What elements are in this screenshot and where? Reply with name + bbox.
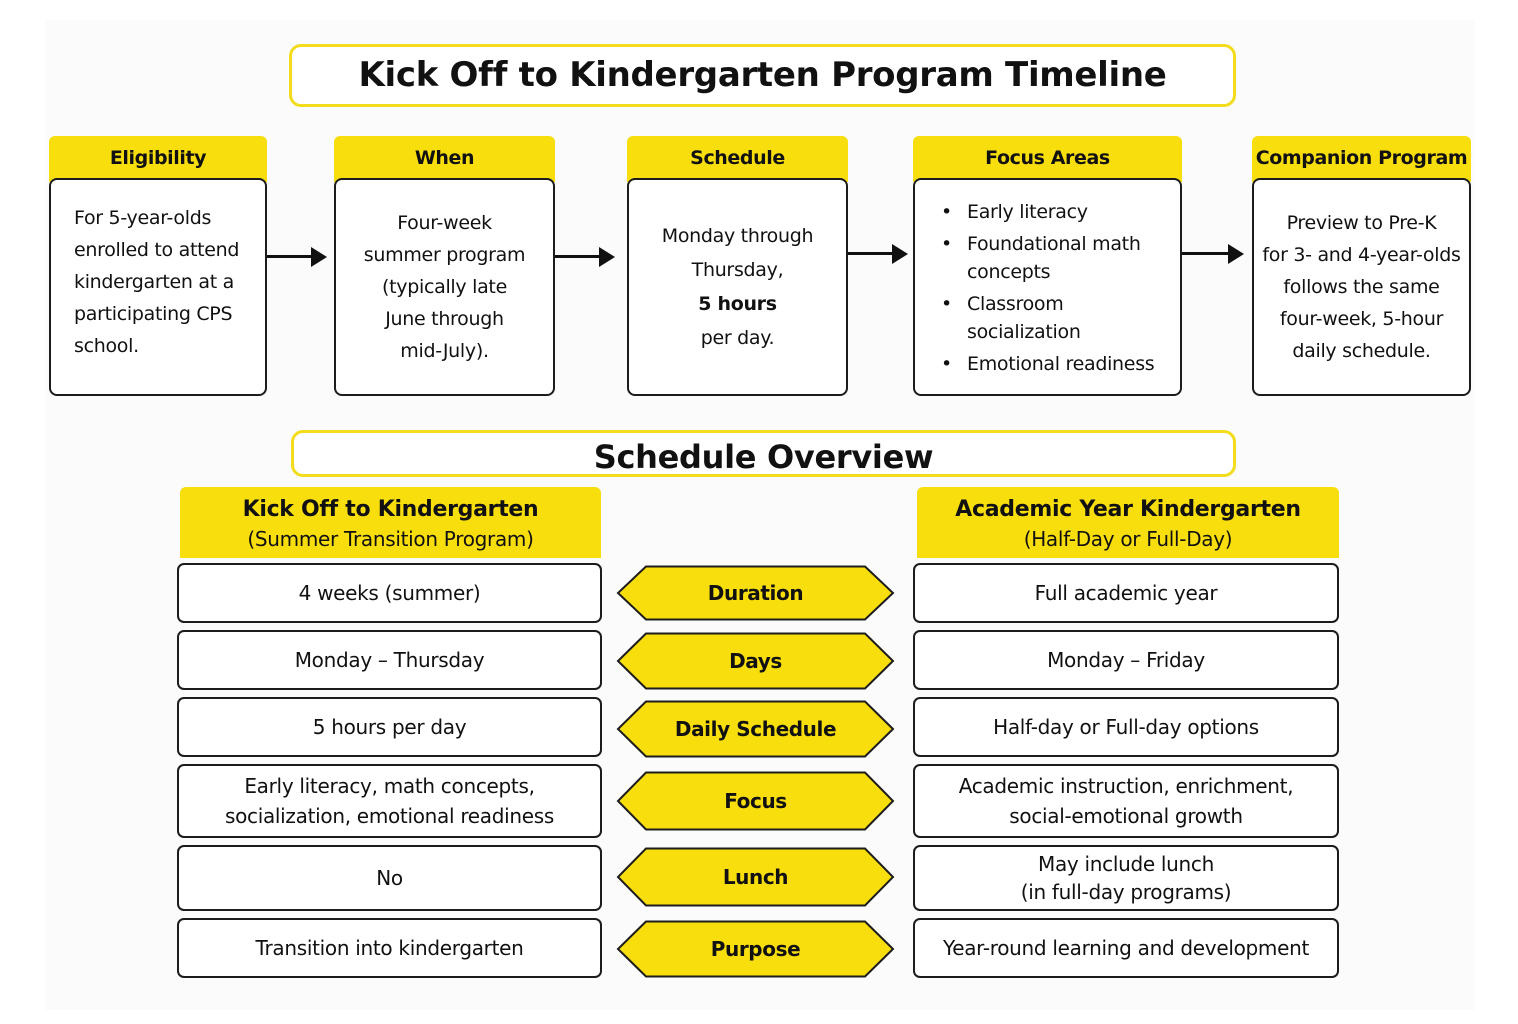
eligibility-line: enrolled to attend [74, 239, 240, 261]
companion-line: daily schedule. [1292, 340, 1431, 362]
schedule-line: per day. [700, 327, 775, 349]
row-label-focus: Focus [616, 771, 895, 831]
stage-companion-program [1252, 136, 1471, 396]
when-line: summer program [363, 244, 526, 266]
academic-lunch-cell: May include lunch (in full-day programs) [913, 845, 1339, 911]
when-line: Four-week [397, 212, 492, 234]
stage-when [334, 136, 555, 396]
when-line: June through [385, 308, 504, 330]
companion-line: four-week, 5-hour [1279, 308, 1444, 330]
stage-eligibility [49, 136, 267, 396]
academic-daily-schedule-cell: Half-day or Full-day options [913, 697, 1339, 757]
kotk-duration-cell: 4 weeks (summer) [177, 563, 602, 623]
left-column-subtitle: (Summer Transition Program) [247, 527, 534, 551]
focus-item: • Early literacy [967, 198, 1180, 226]
academic-purpose-cell: Year-round learning and development [913, 918, 1339, 978]
eligibility-line: participating CPS [74, 303, 233, 325]
companion-line: Preview to Pre-K [1286, 212, 1437, 234]
stage-eligibility-header: Eligibility [49, 136, 267, 182]
stage-schedule [627, 136, 848, 396]
row-label-daily-schedule: Daily Schedule [616, 700, 895, 758]
arrow-right-icon [267, 247, 327, 267]
kotk-lunch-cell: No [177, 845, 602, 911]
academic-duration-cell: Full academic year [913, 563, 1339, 623]
row-label-days: Days [616, 632, 895, 690]
when-line: (typically late [382, 276, 507, 298]
right-column-subtitle: (Half-Day or Full-Day) [1023, 527, 1233, 551]
kotk-daily-schedule-cell: 5 hours per day [177, 697, 602, 757]
row-label-purpose: Purpose [616, 920, 895, 978]
kotk-days-cell: Monday – Thursday [177, 630, 602, 690]
right-column-header [917, 487, 1339, 558]
left-column-header [180, 487, 601, 558]
arrow-right-icon [555, 247, 615, 267]
right-column-title: Academic Year Kindergarten [955, 497, 1301, 522]
focus-item: • Emotional readiness [967, 350, 1180, 378]
row-label-duration: Duration [616, 565, 895, 621]
arrow-right-icon [848, 244, 908, 264]
when-line: mid-July). [400, 340, 489, 362]
schedule-line: Monday through [661, 225, 814, 247]
focus-list [915, 180, 1180, 378]
schedule-overview-title: Schedule Overview [291, 430, 1236, 477]
stage-when-header: When [334, 136, 555, 182]
stage-focus-areas-body [913, 178, 1182, 396]
stage-companion-header: Companion Program [1252, 136, 1471, 182]
academic-focus-cell: Academic instruction, enrichment, social-emotional growth [913, 764, 1339, 838]
schedule-hours: 5 hours [698, 293, 777, 315]
eligibility-line: For 5-year-olds [74, 207, 212, 229]
page-title: Kick Off to Kindergarten Program Timeline [289, 44, 1236, 107]
kotk-purpose-cell: Transition into kindergarten [177, 918, 602, 978]
eligibility-line: school. [74, 335, 139, 357]
stage-schedule-header: Schedule [627, 136, 848, 182]
stage-when-body [334, 178, 555, 396]
left-column-title: Kick Off to Kindergarten [242, 497, 539, 522]
companion-line: for 3- and 4-year-olds [1262, 244, 1461, 266]
companion-line: follows the same [1283, 276, 1440, 298]
eligibility-line: kindergarten at a [74, 271, 234, 293]
stage-focus-areas-header: Focus Areas [913, 136, 1182, 182]
stage-companion-body [1252, 178, 1471, 396]
stage-focus-areas [913, 136, 1182, 396]
stage-eligibility-body [49, 178, 267, 396]
kotk-focus-cell: Early literacy, math concepts, socialization, emotional readiness [177, 764, 602, 838]
arrow-right-icon [1182, 244, 1244, 264]
row-label-lunch: Lunch [616, 847, 895, 907]
schedule-line: Thursday, [691, 259, 784, 281]
focus-item: • Foundational math concepts [967, 230, 1180, 286]
stage-schedule-body [627, 178, 848, 396]
academic-days-cell: Monday – Friday [913, 630, 1339, 690]
focus-item: • Classroom socialization [967, 290, 1180, 346]
